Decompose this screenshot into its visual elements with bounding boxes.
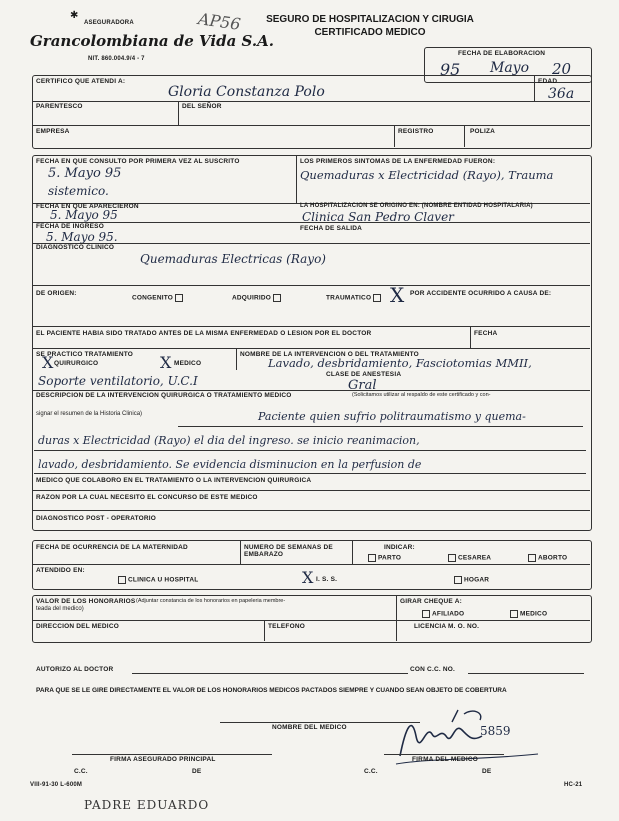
nombre-medico-label: NOMBRE DEL MEDICO: [272, 724, 347, 731]
accidente-label: POR ACCIDENTE OCURRIDO A CAUSA DE:: [410, 290, 552, 297]
iss-mark: X: [302, 568, 314, 587]
post-operatorio-label: DIAGNOSTICO POST - OPERATORIO: [36, 515, 157, 522]
iss-option[interactable]: I. S. S.: [316, 576, 338, 583]
tratado-fecha-label: FECHA: [474, 330, 498, 337]
signature-number: 5859: [480, 724, 511, 738]
parentesco-label: PARENTESCO: [36, 103, 83, 110]
de2-label: DE: [482, 768, 492, 775]
atendido-label: ATENDIDO EN:: [36, 567, 85, 574]
consulta-label: FECHA EN QUE CONSULTO POR PRIMERA VEZ AL SUSCRITO: [36, 158, 240, 165]
girar-texto: PARA QUE SE LE GIRE DIRECTAMENTE EL VALOR DE LOS HONORARIOS MEDICOS PACTADOS SIEMPRE Y CUANDO SEAN OBJETO DE COBERTURA: [36, 687, 507, 694]
de1-label: DE: [192, 768, 202, 775]
aparecieron-label: FECHA EN QUE APARECIERON: [36, 203, 139, 210]
afiliado-checkbox[interactable]: [422, 610, 430, 618]
descripcion-label: DESCRIPCION DE LA INTERVENCION QUIRURGICA O TRATAMIENTO MEDICO: [36, 392, 292, 399]
descripcion-label2: signar el resumen de la Historia Clinica): [36, 411, 143, 417]
edad-value[interactable]: 36a: [548, 86, 575, 102]
direccion-label: DIRECCION DEL MEDICO: [36, 623, 119, 630]
sintomas-label: LOS PRIMEROS SINTOMAS DE LA ENFERMEDAD FUERON:: [300, 158, 496, 165]
maternidad-label: FECHA DE OCURRENCIA DE LA MATERNIDAD: [36, 544, 188, 551]
semanas-label: NUMERO DE SEMANAS DE EMBARAZO: [244, 544, 333, 558]
hospitalizacion-value[interactable]: Clinica San Pedro Claver: [302, 210, 454, 224]
parto-checkbox[interactable]: [368, 554, 376, 562]
autorizo-cc-label: CON C.C. NO.: [410, 666, 456, 673]
sintomas-value[interactable]: Quemaduras x Electricidad (Rayo), Trauma: [300, 168, 554, 182]
stamp-code: AP56: [196, 9, 242, 34]
form-code: VIII-91-30 L-600M: [30, 782, 83, 788]
tratamiento-label: SE PRACTICO TRATAMIENTO: [36, 351, 134, 358]
origen-adquirido[interactable]: ADQUIRIDO: [232, 294, 283, 302]
asegurado-label: FIRMA ASEGURADO PRINCIPAL: [110, 756, 216, 763]
hogar-option[interactable]: HOGAR: [452, 576, 489, 584]
afiliado-option[interactable]: AFILIADO: [420, 610, 464, 618]
firma-medico-label: FIRMA DEL MEDICO: [412, 756, 479, 763]
honorarios-label: VALOR DE LOS HONORARIOS: [36, 598, 136, 605]
medico-mark: X: [160, 353, 172, 372]
aparecieron-value[interactable]: 5. Mayo 95: [50, 208, 118, 222]
razon-label: RAZON POR LA CUAL NECESITO EL CONCURSO DE ESTE MEDICO: [36, 494, 258, 501]
form-title: SEGURO DE HOSPITALIZACION Y CIRUGIA: [266, 14, 474, 25]
anestesia-value[interactable]: Gral: [348, 378, 377, 393]
descripcion-line3[interactable]: lavado, desbridamiento. Se evidencia disminucion en la perfusion de: [38, 458, 422, 471]
origen-label: DE ORIGEN:: [36, 290, 77, 297]
handwritten-note: PADRE EDUARDO: [84, 798, 210, 812]
fecha-elaboracion-month[interactable]: Mayo: [490, 60, 530, 76]
anestesia-label: CLASE DE ANESTESIA: [326, 371, 402, 378]
poliza-label: POLIZA: [470, 128, 496, 135]
licencia-label: LICENCIA M. O. NO.: [414, 623, 480, 630]
fecha-elaboracion-year[interactable]: 20: [552, 60, 572, 78]
aborto-option[interactable]: ABORTO: [526, 554, 567, 562]
form-number: HC-21: [564, 782, 583, 788]
aseguradora-label: ASEGURADORA: [84, 20, 134, 26]
del-senor-label: DEL SEÑOR: [182, 103, 222, 110]
diagnostico-label: DIAGNOSTICO CLINICO: [36, 244, 115, 251]
patient-name[interactable]: Gloria Constanza Polo: [168, 84, 325, 100]
descripcion-line1[interactable]: Paciente quien sufrio politraumatismo y quema-: [258, 410, 526, 423]
ingreso-value[interactable]: 5. Mayo 95.: [46, 230, 118, 244]
quirurgico-mark: X: [42, 353, 54, 372]
fecha-elaboracion-day[interactable]: 95: [440, 60, 461, 79]
edad-label: EDAD: [538, 78, 558, 85]
honorarios-label2: teada del medico): [36, 606, 84, 612]
quirurgico-option[interactable]: QUIRURGICO: [54, 360, 99, 367]
autorizo-label: AUTORIZO AL DOCTOR: [36, 666, 114, 673]
clinica-option[interactable]: CLINICA U HOSPITAL: [116, 576, 198, 584]
sintomas-cont[interactable]: sistemico.: [48, 184, 109, 198]
fecha-elaboracion-label: FECHA DE ELABORACION: [458, 50, 546, 57]
registro-label: REGISTRO: [398, 128, 434, 135]
tratado-antes-label: EL PACIENTE HABIA SIDO TRATADO ANTES DE LA MISMA ENFERMEDAD O LESION POR EL DOCTOR: [36, 330, 372, 337]
form-subtitle: CERTIFICADO MEDICO: [314, 27, 426, 38]
cc2-label: C.C.: [364, 768, 378, 775]
adquirido-checkbox[interactable]: [273, 294, 281, 302]
cesarea-option[interactable]: CESAREA: [446, 554, 491, 562]
telefono-label: TELEFONO: [268, 623, 305, 630]
company-name: Grancolombiana de Vida S.A.: [30, 32, 274, 50]
star-icon: ✱: [70, 10, 79, 21]
indicar-label: INDICAR:: [384, 544, 415, 551]
salida-label: FECHA DE SALIDA: [300, 225, 362, 232]
diagnostico-value[interactable]: Quemaduras Electricas (Rayo): [140, 252, 326, 266]
parto-option[interactable]: PARTO: [366, 554, 401, 562]
medico-pay-checkbox[interactable]: [510, 610, 518, 618]
intervencion-value[interactable]: Lavado, desbridamiento, Fasciotomias MMII,: [268, 356, 532, 370]
empresa-label: EMPRESA: [36, 128, 70, 135]
congenito-checkbox[interactable]: [175, 294, 183, 302]
traumatico-mark: X: [390, 283, 405, 307]
nit-label: NIT. 860.004.9/4 - 7: [88, 56, 145, 62]
aborto-checkbox[interactable]: [528, 554, 536, 562]
descripcion-line2[interactable]: duras x Electricidad (Rayo) el dia del ingreso. se inicio reanimacion,: [38, 434, 420, 447]
cc1-label: C.C.: [74, 768, 88, 775]
consulta-value[interactable]: 5. Mayo 95: [48, 166, 122, 181]
colaboro-label: MEDICO QUE COLABORO EN EL TRATAMIENTO O LA INTERVENCION QUIRURGICA: [36, 477, 312, 484]
descripcion-label-small: (Solicitamos utilizar al respaldo de este certificado y con-: [352, 392, 491, 398]
intervencion-label: NOMBRE DE LA INTERVENCION O DEL TRATAMIENTO: [240, 351, 419, 358]
medico-pay-option[interactable]: MEDICO: [508, 610, 547, 618]
clinica-checkbox[interactable]: [118, 576, 126, 584]
ingreso-label: FECHA DE INGRESO: [36, 223, 104, 230]
origen-congenito[interactable]: CONGENITO: [132, 294, 185, 302]
origen-traumatico[interactable]: TRAUMATICO: [326, 294, 383, 302]
hogar-checkbox[interactable]: [454, 576, 462, 584]
certifico-label: CERTIFICO QUE ATENDI A:: [36, 78, 126, 85]
honorarios-label-small: (Adjuntar constancia de los honorarios en papeleria membre-: [136, 598, 286, 604]
intervencion-cont[interactable]: Soporte ventilatorio, U.C.I: [38, 374, 198, 388]
traumatico-checkbox[interactable]: [373, 294, 381, 302]
medico-option[interactable]: MEDICO: [174, 360, 202, 367]
girar-label: GIRAR CHEQUE A:: [400, 598, 462, 605]
cesarea-checkbox[interactable]: [448, 554, 456, 562]
hospitalizacion-label: LA HOSPITALIZACION SE ORIGINO EN: (NOMBRE ENTIDAD HOSPITALARIA): [300, 203, 533, 209]
